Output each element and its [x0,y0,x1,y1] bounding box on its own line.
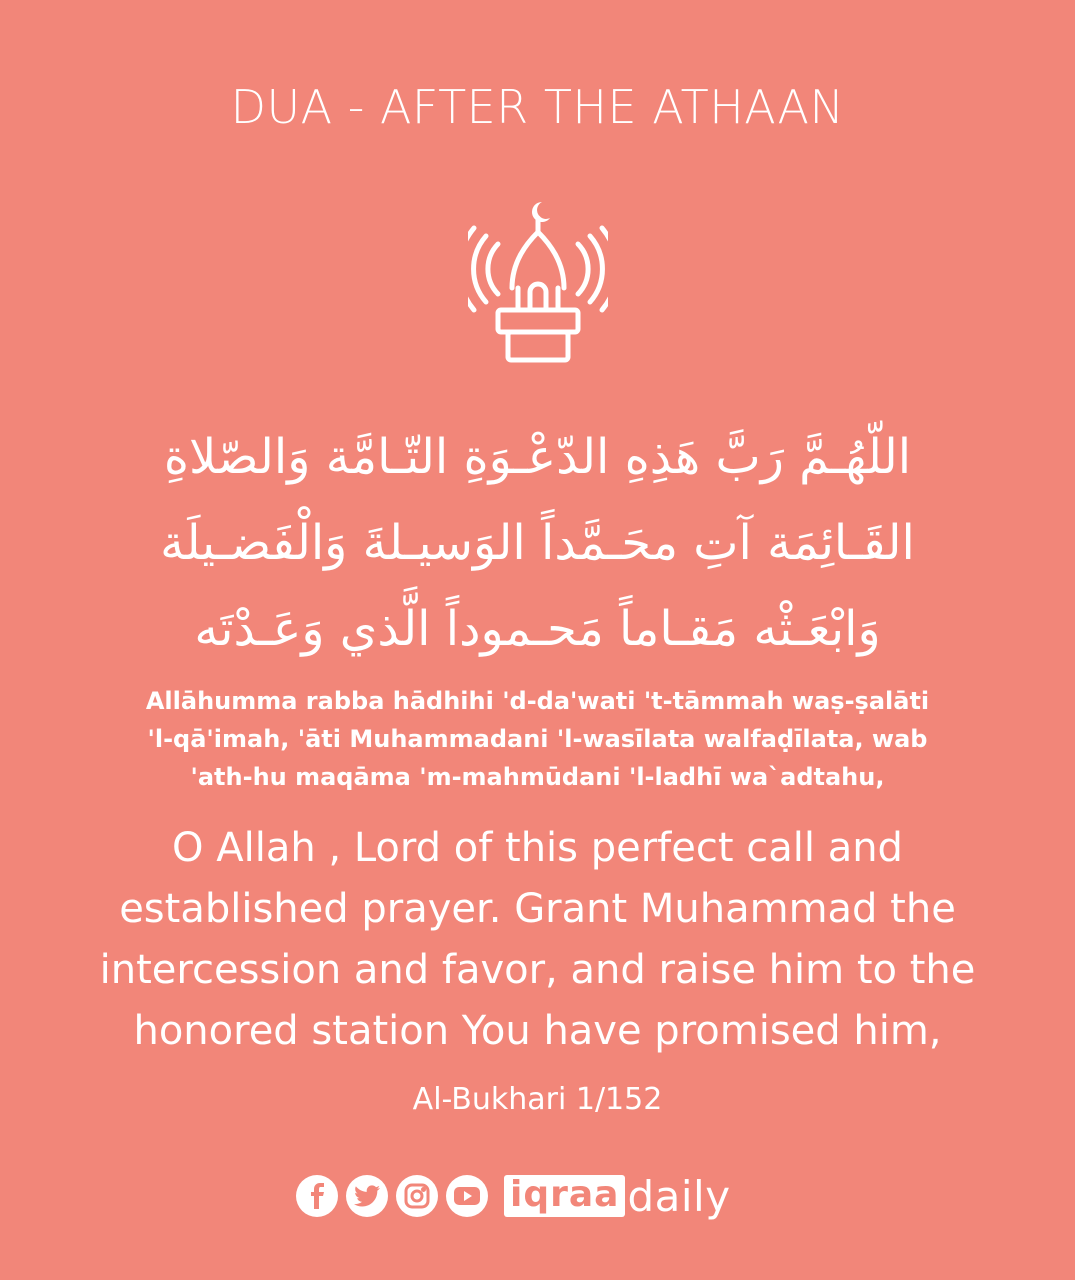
iqraadaily-logo [504,1172,731,1221]
minaret-with-sound-waves-icon [468,192,608,364]
hadith-reference: Al-Bukhari 1/152 [412,1082,663,1117]
translation-line: honored station You have promised him, [133,1008,942,1054]
transliteration-line: 'ath-hu maqāma 'm-mahmūdani 'l-ladhī wa`adtahu, [190,763,885,791]
translation-line: O Allah , Lord of this perfect call and [172,825,903,871]
arabic-dua-text [60,414,1015,672]
translation-line: intercession and favor, and raise him to the [99,947,976,993]
translation-line: established prayer. Grant Muhammad the [119,886,956,932]
youtube-icon[interactable] [446,1175,488,1217]
transliteration-line: Allāhumma rabba hādhihi 'd-da'wati 't-tāmmah waṣ-ṣalāti [145,687,930,715]
arabic-line: اللّهُـمَّ رَبَّ هَذِهِ الدّعْـوَةِ التّـامَّة وَالصّلاةِ [163,429,912,485]
footer-branding [296,1168,731,1224]
english-translation [20,818,1055,1062]
transliteration-text [40,682,1035,796]
twitter-icon[interactable] [346,1175,388,1217]
logo-boxed-text: iqraa [504,1175,625,1217]
page-title: DUA - AFTER THE ATHAAN [230,80,845,134]
instagram-icon[interactable] [396,1175,438,1217]
facebook-icon[interactable] [296,1175,338,1217]
logo-text: daily [627,1171,731,1221]
arabic-line: وَابْعَـثْه مَقـاماً مَحـموداً الَّذي وَعَـدْتَه [194,601,881,657]
transliteration-line: 'l-qā'imah, 'āti Muhammadani 'l-wasīlata walfaḍīlata, wab [147,725,928,753]
arabic-line: القَـائِمَة آتِ محَـمَّداً الوَسيـلةَ وَالْفَضـيلَة [160,515,915,571]
